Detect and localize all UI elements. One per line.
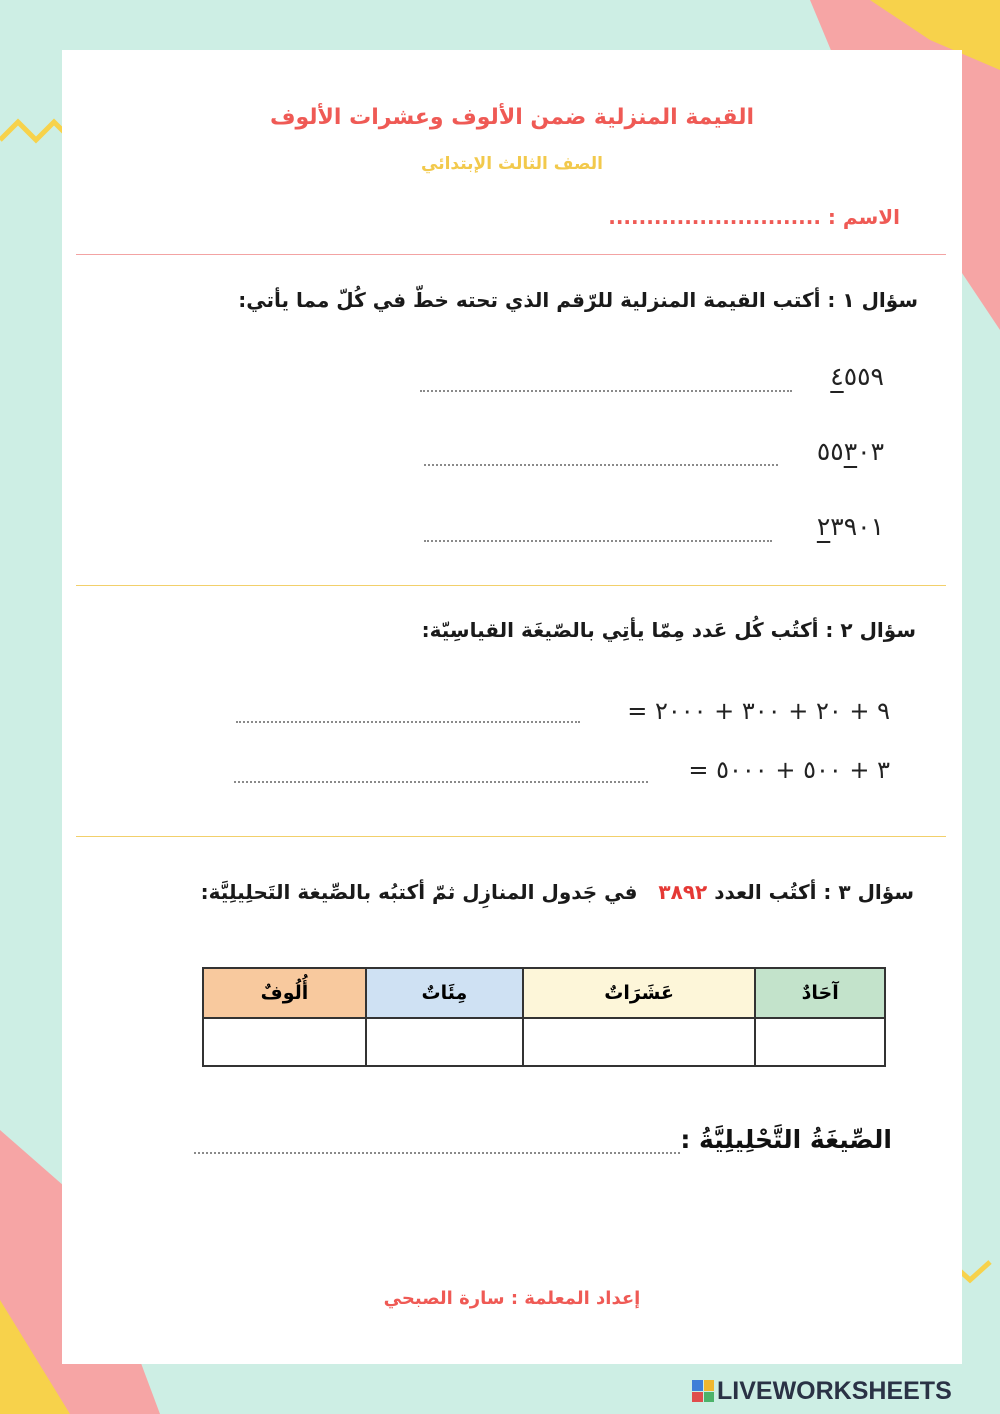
q2-prompt: سؤال ٢ : أكتُب كُل عَدد مِمّا يأتِي بالصّيغَة القياسِيّة: xyxy=(421,618,916,642)
liveworksheets-logo xyxy=(692,1376,952,1406)
q2-answer-line-2[interactable] xyxy=(234,781,648,783)
answer-cell-tens[interactable] xyxy=(523,1018,756,1066)
place-value-table xyxy=(202,967,886,1067)
place-value-answer-row xyxy=(203,1018,885,1066)
q1-answer-line-2[interactable] xyxy=(424,464,778,466)
answer-cell-thousands[interactable] xyxy=(203,1018,366,1066)
q2-expression-1: ٩ + ٢٠ + ٣٠٠ + ٢٠٠٠ = xyxy=(627,697,890,725)
answer-cell-hundreds[interactable] xyxy=(366,1018,523,1066)
q1-answer-line-3[interactable] xyxy=(424,540,772,542)
q1-answer-line-1[interactable] xyxy=(420,390,792,392)
logo-icon xyxy=(692,1380,714,1402)
q1-number-2: ٥٥٣٠٣ xyxy=(816,437,884,466)
q1-number-1: ٤٥٥٩ xyxy=(830,362,884,391)
analytic-form-label: الصِّيغَةُ التَّحْلِيلِيَّةُ : xyxy=(680,1125,892,1154)
worksheet-page xyxy=(62,50,962,1364)
header-hundreds: مِئَاتٌ xyxy=(366,968,523,1018)
student-name-field[interactable]: الاسم : ............................ xyxy=(608,205,900,229)
teacher-credit: إعداد المعلمة : سارة الصبحي xyxy=(383,1288,641,1309)
q3-target-number: ٣٨٩٢ xyxy=(658,880,708,904)
divider-2 xyxy=(76,836,946,837)
worksheet-title: القيمة المنزلية ضمن الألوف وعشرات الألوف xyxy=(269,105,755,130)
divider-1 xyxy=(76,585,946,586)
q3-prompt: سؤال ٣ : أكتُب العدد ٣٨٩٢ في جَدول المنازِل ثمّ أكتبُه بالصِّيغة التَحلِيلِيَّة: xyxy=(200,880,914,904)
place-value-header-row xyxy=(203,968,885,1018)
q2-answer-line-1[interactable] xyxy=(236,721,580,723)
q1-number-3: ٢٣٩٠١ xyxy=(816,512,884,541)
analytic-form-answer-line[interactable] xyxy=(194,1152,680,1154)
logo-text: LIVEWORKSHEETS xyxy=(717,1376,952,1405)
q1-prompt: سؤال ١ : أكتب القيمة المنزلية للرّقم الذي تحته خطّ في كُلّ مما يأتي: xyxy=(238,288,918,312)
header-thousands: أُلُوفٌ xyxy=(203,968,366,1018)
grade-label: الصف الثالث الإبتدائي xyxy=(421,154,603,174)
divider-top xyxy=(76,254,946,255)
header-ones: آحَادٌ xyxy=(755,968,885,1018)
answer-cell-ones[interactable] xyxy=(755,1018,885,1066)
q2-expression-2: ٣ + ٥٠٠ + ٥٠٠٠ = xyxy=(688,756,890,784)
header-tens: عَشَرَاتٌ xyxy=(523,968,756,1018)
